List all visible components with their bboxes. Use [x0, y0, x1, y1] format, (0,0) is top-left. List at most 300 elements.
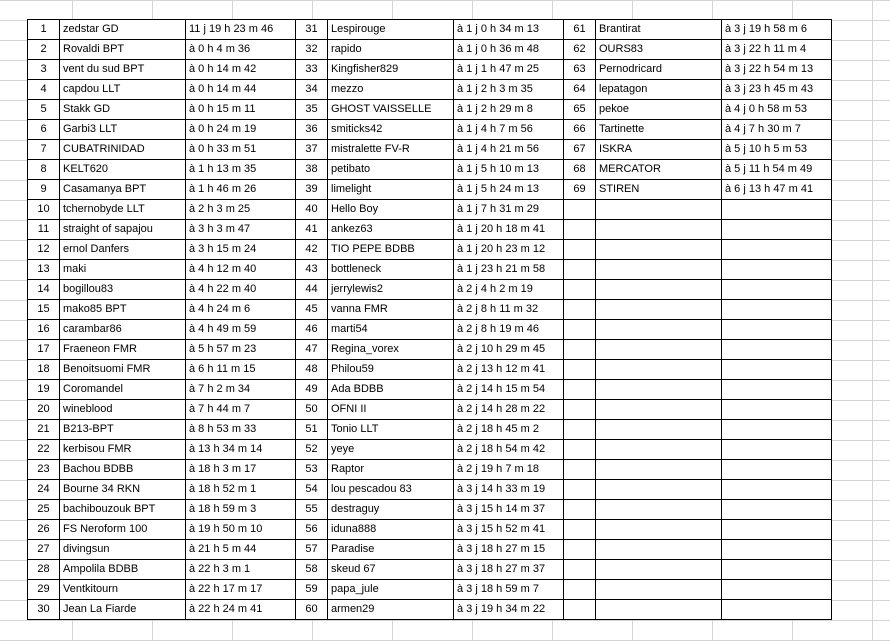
time-cell[interactable]: à 2 j 19 h 7 m 18 [454, 460, 564, 480]
table-row [28, 80, 832, 100]
rank-cell[interactable]: 19 [28, 380, 60, 400]
rank-cell[interactable]: 29 [28, 580, 60, 600]
time-cell[interactable]: à 2 j 18 h 45 m 2 [454, 420, 564, 440]
rank-cell[interactable]: 65 [564, 100, 596, 120]
time-cell[interactable] [722, 540, 832, 560]
table-row [28, 340, 832, 360]
time-cell[interactable] [722, 380, 832, 400]
rank-cell[interactable]: 57 [296, 540, 328, 560]
table-row [28, 20, 832, 40]
rank-cell[interactable]: 48 [296, 360, 328, 380]
name-cell[interactable]: bogillou83 [60, 280, 186, 300]
name-cell[interactable]: Casamanya BPT [60, 180, 186, 200]
table-row [28, 240, 832, 260]
rank-cell[interactable]: 27 [28, 540, 60, 560]
name-cell[interactable]: limelight [328, 180, 454, 200]
rank-cell[interactable]: 11 [28, 220, 60, 240]
time-cell[interactable] [722, 480, 832, 500]
name-cell[interactable] [596, 340, 722, 360]
rank-cell[interactable]: 49 [296, 380, 328, 400]
rank-cell[interactable]: 62 [564, 40, 596, 60]
time-cell[interactable] [722, 460, 832, 480]
name-cell[interactable]: skeud 67 [328, 560, 454, 580]
time-cell[interactable]: à 0 h 33 m 51 [186, 140, 296, 160]
time-cell[interactable]: à 5 h 57 m 23 [186, 340, 296, 360]
name-cell[interactable] [596, 280, 722, 300]
time-cell[interactable]: à 1 j 20 h 18 m 41 [454, 220, 564, 240]
rank-cell[interactable]: 33 [296, 60, 328, 80]
time-cell[interactable]: à 18 h 3 m 17 [186, 460, 296, 480]
time-cell[interactable] [722, 560, 832, 580]
rank-cell[interactable]: 12 [28, 240, 60, 260]
name-cell[interactable]: mezzo [328, 80, 454, 100]
time-cell[interactable]: à 6 j 13 h 47 m 41 [722, 180, 832, 200]
name-cell[interactable]: Brantirat [596, 20, 722, 40]
time-cell[interactable]: à 3 j 19 h 34 m 22 [454, 600, 564, 620]
name-cell[interactable]: Philou59 [328, 360, 454, 380]
time-cell[interactable]: à 2 j 13 h 12 m 41 [454, 360, 564, 380]
time-cell[interactable]: à 4 h 24 m 6 [186, 300, 296, 320]
rank-cell[interactable]: 67 [564, 140, 596, 160]
rank-cell[interactable]: 56 [296, 520, 328, 540]
time-cell[interactable] [722, 520, 832, 540]
name-cell[interactable]: yeye [328, 440, 454, 460]
name-cell[interactable] [596, 420, 722, 440]
time-cell[interactable] [722, 440, 832, 460]
time-cell[interactable] [722, 340, 832, 360]
time-cell[interactable]: à 5 j 10 h 5 m 53 [722, 140, 832, 160]
table-row [28, 40, 832, 60]
time-cell[interactable]: à 1 j 23 h 21 m 58 [454, 260, 564, 280]
name-cell[interactable]: Stakk GD [60, 100, 186, 120]
rank-cell[interactable]: 13 [28, 260, 60, 280]
rank-cell[interactable]: 23 [28, 460, 60, 480]
rank-cell[interactable]: 10 [28, 200, 60, 220]
time-cell[interactable]: à 1 j 4 h 21 m 56 [454, 140, 564, 160]
rank-cell[interactable]: 34 [296, 80, 328, 100]
name-cell[interactable]: rapido [328, 40, 454, 60]
rank-cell[interactable]: 68 [564, 160, 596, 180]
name-cell[interactable]: Kingfisher829 [328, 60, 454, 80]
rank-cell[interactable]: 32 [296, 40, 328, 60]
time-cell[interactable]: à 4 h 49 m 59 [186, 320, 296, 340]
rank-cell[interactable] [564, 600, 596, 620]
rank-cell[interactable] [564, 480, 596, 500]
name-cell[interactable]: Regina_vorex [328, 340, 454, 360]
table-row [28, 380, 832, 400]
table-row [28, 580, 832, 600]
name-cell[interactable]: bachibouzouk BPT [60, 500, 186, 520]
name-cell[interactable] [596, 300, 722, 320]
name-cell[interactable]: Jean La Fiarde [60, 600, 186, 620]
rank-cell[interactable]: 45 [296, 300, 328, 320]
name-cell[interactable] [596, 260, 722, 280]
rank-cell[interactable] [564, 340, 596, 360]
table-row [28, 260, 832, 280]
name-cell[interactable]: ernol Danfers [60, 240, 186, 260]
rank-cell[interactable]: 25 [28, 500, 60, 520]
rank-cell[interactable]: 51 [296, 420, 328, 440]
table-row [28, 600, 832, 620]
time-cell[interactable]: à 0 h 14 m 44 [186, 80, 296, 100]
rank-cell[interactable]: 22 [28, 440, 60, 460]
name-cell[interactable] [596, 380, 722, 400]
time-cell[interactable] [722, 420, 832, 440]
time-cell[interactable]: à 0 h 15 m 11 [186, 100, 296, 120]
time-cell[interactable]: à 4 j 0 h 58 m 53 [722, 100, 832, 120]
rank-cell[interactable]: 18 [28, 360, 60, 380]
table-row [28, 400, 832, 420]
name-cell[interactable] [596, 500, 722, 520]
name-cell[interactable] [596, 480, 722, 500]
time-cell[interactable]: à 2 h 3 m 25 [186, 200, 296, 220]
table-row [28, 480, 832, 500]
name-cell[interactable]: papa_jule [328, 580, 454, 600]
name-cell[interactable]: KELT620 [60, 160, 186, 180]
name-cell[interactable]: wineblood [60, 400, 186, 420]
time-cell[interactable]: à 1 h 46 m 26 [186, 180, 296, 200]
table-row [28, 100, 832, 120]
name-cell[interactable]: mistralette FV-R [328, 140, 454, 160]
time-cell[interactable]: à 1 j 7 h 31 m 29 [454, 200, 564, 220]
time-cell[interactable] [722, 200, 832, 220]
time-cell[interactable]: à 7 h 2 m 34 [186, 380, 296, 400]
rank-cell[interactable]: 26 [28, 520, 60, 540]
rank-cell[interactable]: 4 [28, 80, 60, 100]
name-cell[interactable]: Raptor [328, 460, 454, 480]
table-row [28, 180, 832, 200]
table-row [28, 460, 832, 480]
name-cell[interactable]: STIREN [596, 180, 722, 200]
time-cell[interactable]: à 3 h 3 m 47 [186, 220, 296, 240]
time-cell[interactable]: à 1 j 2 h 29 m 8 [454, 100, 564, 120]
time-cell[interactable]: à 2 j 8 h 19 m 46 [454, 320, 564, 340]
time-cell[interactable]: à 1 j 5 h 10 m 13 [454, 160, 564, 180]
rank-cell[interactable]: 8 [28, 160, 60, 180]
rank-cell[interactable]: 41 [296, 220, 328, 240]
name-cell[interactable] [596, 440, 722, 460]
name-cell[interactable]: Benoitsuomi FMR [60, 360, 186, 380]
time-cell[interactable]: à 2 j 10 h 29 m 45 [454, 340, 564, 360]
time-cell[interactable] [722, 300, 832, 320]
name-cell[interactable]: Lespirouge [328, 20, 454, 40]
name-cell[interactable]: Tartinette [596, 120, 722, 140]
name-cell[interactable]: Bourne 34 RKN [60, 480, 186, 500]
table-row [28, 120, 832, 140]
name-cell[interactable]: OURS83 [596, 40, 722, 60]
time-cell[interactable] [722, 320, 832, 340]
time-cell[interactable] [722, 280, 832, 300]
name-cell[interactable]: B213-BPT [60, 420, 186, 440]
rank-cell[interactable]: 52 [296, 440, 328, 460]
name-cell[interactable] [596, 220, 722, 240]
rank-cell[interactable]: 30 [28, 600, 60, 620]
rank-cell[interactable]: 47 [296, 340, 328, 360]
rank-cell[interactable]: 20 [28, 400, 60, 420]
rank-cell[interactable]: 61 [564, 20, 596, 40]
rank-cell[interactable]: 3 [28, 60, 60, 80]
name-cell[interactable] [596, 560, 722, 580]
name-cell[interactable] [596, 520, 722, 540]
time-cell[interactable]: à 4 h 12 m 40 [186, 260, 296, 280]
name-cell[interactable]: Bachou BDBB [60, 460, 186, 480]
rank-cell[interactable]: 38 [296, 160, 328, 180]
rank-cell[interactable] [564, 220, 596, 240]
time-cell[interactable]: à 1 j 20 h 23 m 12 [454, 240, 564, 260]
rank-cell[interactable] [564, 300, 596, 320]
time-cell[interactable]: à 0 h 24 m 19 [186, 120, 296, 140]
time-cell[interactable]: à 2 j 8 h 11 m 32 [454, 300, 564, 320]
name-cell[interactable]: smiticks42 [328, 120, 454, 140]
rank-cell[interactable]: 69 [564, 180, 596, 200]
rank-cell[interactable] [564, 440, 596, 460]
rank-cell[interactable]: 1 [28, 20, 60, 40]
name-cell[interactable]: destraguy [328, 500, 454, 520]
time-cell[interactable]: à 6 h 11 m 15 [186, 360, 296, 380]
time-cell[interactable]: à 7 h 44 m 7 [186, 400, 296, 420]
rank-cell[interactable] [564, 240, 596, 260]
name-cell[interactable]: divingsun [60, 540, 186, 560]
name-cell[interactable]: kerbisou FMR [60, 440, 186, 460]
name-cell[interactable]: armen29 [328, 600, 454, 620]
rank-cell[interactable] [564, 540, 596, 560]
rank-cell[interactable] [564, 400, 596, 420]
rank-cell[interactable]: 43 [296, 260, 328, 280]
name-cell[interactable] [596, 360, 722, 380]
time-cell[interactable]: à 4 j 7 h 30 m 7 [722, 120, 832, 140]
time-cell[interactable]: à 22 h 24 m 41 [186, 600, 296, 620]
rank-cell[interactable] [564, 260, 596, 280]
rank-cell[interactable] [564, 200, 596, 220]
time-cell[interactable]: à 3 h 15 m 24 [186, 240, 296, 260]
time-cell[interactable] [722, 600, 832, 620]
name-cell[interactable]: Paradise [328, 540, 454, 560]
rank-cell[interactable]: 44 [296, 280, 328, 300]
rank-cell[interactable]: 5 [28, 100, 60, 120]
time-cell[interactable]: à 1 h 13 m 35 [186, 160, 296, 180]
time-cell[interactable]: à 3 j 15 h 14 m 37 [454, 500, 564, 520]
name-cell[interactable] [596, 200, 722, 220]
rank-cell[interactable]: 37 [296, 140, 328, 160]
name-cell[interactable]: jerrylewis2 [328, 280, 454, 300]
rank-cell[interactable]: 59 [296, 580, 328, 600]
time-cell[interactable]: à 3 j 18 h 27 m 15 [454, 540, 564, 560]
rank-cell[interactable]: 2 [28, 40, 60, 60]
name-cell[interactable]: vent du sud BPT [60, 60, 186, 80]
rank-cell[interactable]: 66 [564, 120, 596, 140]
rank-cell[interactable]: 17 [28, 340, 60, 360]
table-row [28, 60, 832, 80]
time-cell[interactable]: à 8 h 53 m 33 [186, 420, 296, 440]
time-cell[interactable]: à 2 j 14 h 28 m 22 [454, 400, 564, 420]
rank-cell[interactable] [564, 500, 596, 520]
rank-cell[interactable]: 42 [296, 240, 328, 260]
time-cell[interactable]: à 18 h 52 m 1 [186, 480, 296, 500]
rank-cell[interactable] [564, 560, 596, 580]
time-cell[interactable] [722, 400, 832, 420]
time-cell[interactable]: à 1 j 5 h 24 m 13 [454, 180, 564, 200]
time-cell[interactable]: à 21 h 5 m 44 [186, 540, 296, 560]
name-cell[interactable] [596, 580, 722, 600]
rank-cell[interactable] [564, 320, 596, 340]
rank-cell[interactable]: 35 [296, 100, 328, 120]
time-cell[interactable]: à 3 j 14 h 33 m 19 [454, 480, 564, 500]
time-cell[interactable] [722, 260, 832, 280]
name-cell[interactable] [596, 540, 722, 560]
rank-cell[interactable] [564, 520, 596, 540]
time-cell[interactable]: à 3 j 15 h 52 m 41 [454, 520, 564, 540]
rank-cell[interactable]: 28 [28, 560, 60, 580]
rank-cell[interactable] [564, 460, 596, 480]
name-cell[interactable]: capdou LLT [60, 80, 186, 100]
rank-cell[interactable]: 6 [28, 120, 60, 140]
time-cell[interactable] [722, 500, 832, 520]
name-cell[interactable]: petibato [328, 160, 454, 180]
rank-cell[interactable]: 60 [296, 600, 328, 620]
time-cell[interactable]: à 22 h 17 m 17 [186, 580, 296, 600]
name-cell[interactable]: Ampolila BDBB [60, 560, 186, 580]
name-cell[interactable]: marti54 [328, 320, 454, 340]
time-cell[interactable]: à 0 h 4 m 36 [186, 40, 296, 60]
time-cell[interactable]: à 1 j 1 h 47 m 25 [454, 60, 564, 80]
rank-cell[interactable]: 63 [564, 60, 596, 80]
time-cell[interactable]: à 4 h 22 m 40 [186, 280, 296, 300]
name-cell[interactable]: iduna888 [328, 520, 454, 540]
name-cell[interactable]: MERCATOR [596, 160, 722, 180]
name-cell[interactable]: mako85 BPT [60, 300, 186, 320]
name-cell[interactable]: GHOST VAISSELLE [328, 100, 454, 120]
table-row [28, 540, 832, 560]
name-cell[interactable]: Fraeneon FMR [60, 340, 186, 360]
name-cell[interactable]: TIO PEPE BDBB [328, 240, 454, 260]
rank-cell[interactable]: 53 [296, 460, 328, 480]
name-cell[interactable]: bottleneck [328, 260, 454, 280]
time-cell[interactable]: à 2 j 18 h 54 m 42 [454, 440, 564, 460]
name-cell[interactable]: Garbi3 LLT [60, 120, 186, 140]
name-cell[interactable] [596, 400, 722, 420]
time-cell[interactable]: à 3 j 19 h 58 m 6 [722, 20, 832, 40]
rank-cell[interactable]: 24 [28, 480, 60, 500]
name-cell[interactable]: carambar86 [60, 320, 186, 340]
name-cell[interactable]: Rovaldi BPT [60, 40, 186, 60]
rank-cell[interactable] [564, 580, 596, 600]
name-cell[interactable]: lou pescadou 83 [328, 480, 454, 500]
name-cell[interactable]: tchernobyde LLT [60, 200, 186, 220]
rank-cell[interactable]: 7 [28, 140, 60, 160]
time-cell[interactable]: à 2 j 14 h 15 m 54 [454, 380, 564, 400]
time-cell[interactable]: à 13 h 34 m 14 [186, 440, 296, 460]
rank-cell[interactable]: 36 [296, 120, 328, 140]
rank-cell[interactable] [564, 280, 596, 300]
name-cell[interactable]: straight of sapajou [60, 220, 186, 240]
time-cell[interactable] [722, 360, 832, 380]
time-cell[interactable]: à 3 j 23 h 45 m 43 [722, 80, 832, 100]
name-cell[interactable]: OFNI II [328, 400, 454, 420]
race-results-table [27, 19, 832, 620]
time-cell[interactable]: à 3 j 18 h 59 m 7 [454, 580, 564, 600]
table-row [28, 440, 832, 460]
rank-cell[interactable]: 14 [28, 280, 60, 300]
time-cell[interactable]: à 0 h 14 m 42 [186, 60, 296, 80]
time-cell[interactable]: à 2 j 4 h 2 m 19 [454, 280, 564, 300]
table-row [28, 500, 832, 520]
rank-cell[interactable] [564, 360, 596, 380]
table-row [28, 320, 832, 340]
rank-cell[interactable]: 9 [28, 180, 60, 200]
name-cell[interactable]: ankez63 [328, 220, 454, 240]
time-cell[interactable]: à 5 j 11 h 54 m 49 [722, 160, 832, 180]
rank-cell[interactable]: 50 [296, 400, 328, 420]
time-cell[interactable]: à 3 j 18 h 27 m 37 [454, 560, 564, 580]
time-cell[interactable]: à 1 j 0 h 34 m 13 [454, 20, 564, 40]
rank-cell[interactable]: 39 [296, 180, 328, 200]
table-row [28, 160, 832, 180]
name-cell[interactable]: CUBATRINIDAD [60, 140, 186, 160]
rank-cell[interactable]: 46 [296, 320, 328, 340]
time-cell[interactable] [722, 240, 832, 260]
table-row [28, 140, 832, 160]
rank-cell[interactable]: 54 [296, 480, 328, 500]
time-cell[interactable]: à 19 h 50 m 10 [186, 520, 296, 540]
name-cell[interactable]: zedstar GD [60, 20, 186, 40]
table-row [28, 280, 832, 300]
name-cell[interactable]: Coromandel [60, 380, 186, 400]
rank-cell[interactable]: 16 [28, 320, 60, 340]
name-cell[interactable]: Ada BDBB [328, 380, 454, 400]
name-cell[interactable]: FS Neroform 100 [60, 520, 186, 540]
name-cell[interactable]: vanna FMR [328, 300, 454, 320]
name-cell[interactable]: Tonio LLT [328, 420, 454, 440]
rank-cell[interactable]: 58 [296, 560, 328, 580]
rank-cell[interactable]: 55 [296, 500, 328, 520]
rank-cell[interactable]: 21 [28, 420, 60, 440]
time-cell[interactable]: à 3 j 22 h 11 m 4 [722, 40, 832, 60]
name-cell[interactable] [596, 320, 722, 340]
name-cell[interactable] [596, 240, 722, 260]
name-cell[interactable]: lepatagon [596, 80, 722, 100]
table-row [28, 520, 832, 540]
time-cell[interactable]: à 1 j 4 h 7 m 56 [454, 120, 564, 140]
table-row [28, 420, 832, 440]
name-cell[interactable]: Pernodricard [596, 60, 722, 80]
time-cell[interactable]: à 1 j 2 h 3 m 35 [454, 80, 564, 100]
rank-cell[interactable]: 64 [564, 80, 596, 100]
time-cell[interactable]: à 22 h 3 m 1 [186, 560, 296, 580]
table-row [28, 360, 832, 380]
time-cell[interactable]: 11 j 19 h 23 m 46 [186, 20, 296, 40]
name-cell[interactable]: Hello Boy [328, 200, 454, 220]
time-cell[interactable] [722, 220, 832, 240]
name-cell[interactable]: Ventkitourn [60, 580, 186, 600]
time-cell[interactable]: à 18 h 59 m 3 [186, 500, 296, 520]
rank-cell[interactable]: 31 [296, 20, 328, 40]
time-cell[interactable]: à 1 j 0 h 36 m 48 [454, 40, 564, 60]
rank-cell[interactable]: 15 [28, 300, 60, 320]
name-cell[interactable]: pekoe [596, 100, 722, 120]
name-cell[interactable]: ISKRA [596, 140, 722, 160]
time-cell[interactable] [722, 580, 832, 600]
rank-cell[interactable] [564, 380, 596, 400]
table-row [28, 220, 832, 240]
name-cell[interactable] [596, 600, 722, 620]
rank-cell[interactable]: 40 [296, 200, 328, 220]
name-cell[interactable] [596, 460, 722, 480]
name-cell[interactable]: maki [60, 260, 186, 280]
rank-cell[interactable] [564, 420, 596, 440]
time-cell[interactable]: à 3 j 22 h 54 m 13 [722, 60, 832, 80]
table-row [28, 560, 832, 580]
table-row [28, 300, 832, 320]
